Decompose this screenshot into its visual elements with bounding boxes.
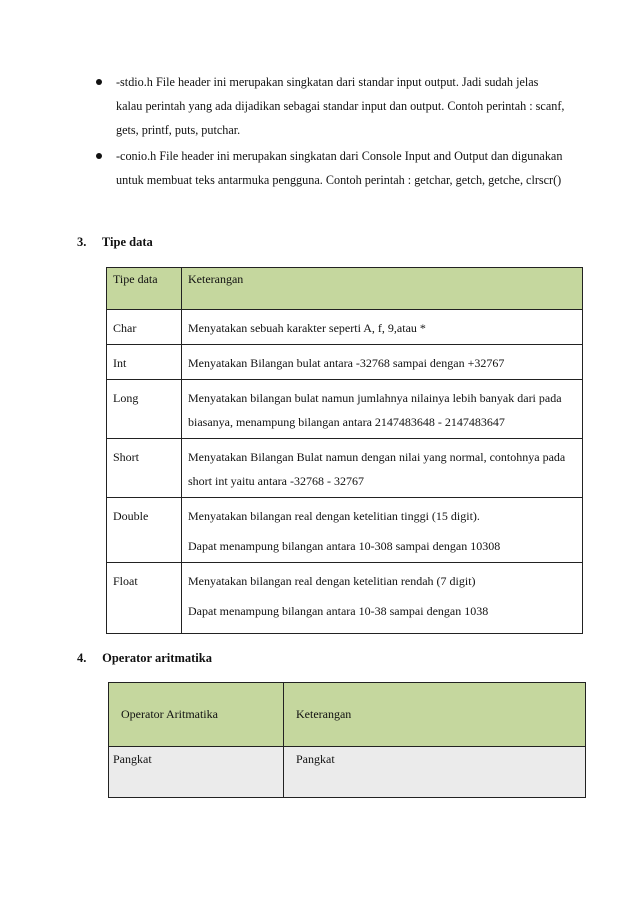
description-cell [182,498,583,563]
section-title: Operator aritmatika [102,651,212,665]
type-cell: Int [107,345,182,380]
section-title: Tipe data [101,235,153,249]
table-row [107,439,583,498]
section-number: 4. [77,651,87,665]
type-cell: Long [107,380,182,439]
operator-cell: Pangkat [109,747,284,798]
description-line: Menyatakan bilangan bulat namun jumlahnya nilainya lebih banyak dari pada biasanya, menampung bilangan antara 2147483648 - 2147483647 [188,391,562,429]
list-item [96,70,566,142]
table-header-row [109,683,586,747]
column-header: Tipe data [107,268,182,310]
bullet-text: -conio.h File header ini merupakan singkatan dari Console Input and Output dan digunakan untuk membuat teks antarmuka pengguna. Contoh perintah : getchar, getch, getche, clrscr() [116,149,563,187]
bullet-icon [96,153,102,159]
section-number: 3. [77,235,87,249]
operator-table [108,682,586,798]
column-header: Keterangan [182,268,583,310]
description-line: Menyatakan Bilangan bulat antara -32768 sampai dengan +32767 [188,356,505,370]
column-header: Keterangan [284,683,586,747]
list-item [96,144,566,192]
description-line: Dapat menampung bilangan antara 10-38 sampai dengan 1038 [188,604,489,618]
table-row [107,563,583,634]
description-line: Menyatakan sebuah karakter seperti A, f, 9,atau * [188,321,426,335]
type-cell: Double [107,498,182,563]
type-cell: Char [107,310,182,345]
type-cell: Float [107,563,182,634]
tipe-data-table [106,267,583,634]
table-row [107,380,583,439]
table-row [107,345,583,380]
table-row [107,498,583,563]
description-cell [182,380,583,439]
table-row [107,310,583,345]
description-line: Menyatakan Bilangan Bulat namun dengan nilai yang normal, contohnya pada short int yaitu antara -32768 - 32767 [188,450,566,488]
section-heading-operator [77,651,212,666]
description-cell [182,310,583,345]
type-cell: Short [107,439,182,498]
column-header: Operator Aritmatika [109,683,284,747]
table-row [109,747,586,798]
bullet-text: -stdio.h File header ini merupakan singkatan dari standar input output. Jadi sudah jelas kalau perintah yang ada dijadikan sebagai standar input dan output. Contoh perintah : scanf, gets, printf, puts, putchar. [116,75,565,137]
header-file-list [96,70,566,194]
table-header-row [107,268,583,310]
description-line: Menyatakan bilangan real dengan ketelitian tinggi (15 digit). [188,509,480,523]
description-cell [182,563,583,634]
description-cell: Pangkat [284,747,586,798]
description-cell [182,439,583,498]
section-heading-tipe-data [77,235,153,250]
description-line: Menyatakan bilangan real dengan ketelitian rendah (7 digit) [188,574,476,588]
bullet-icon [96,79,102,85]
description-cell [182,345,583,380]
description-line: Dapat menampung bilangan antara 10-308 sampai dengan 10308 [188,539,501,553]
